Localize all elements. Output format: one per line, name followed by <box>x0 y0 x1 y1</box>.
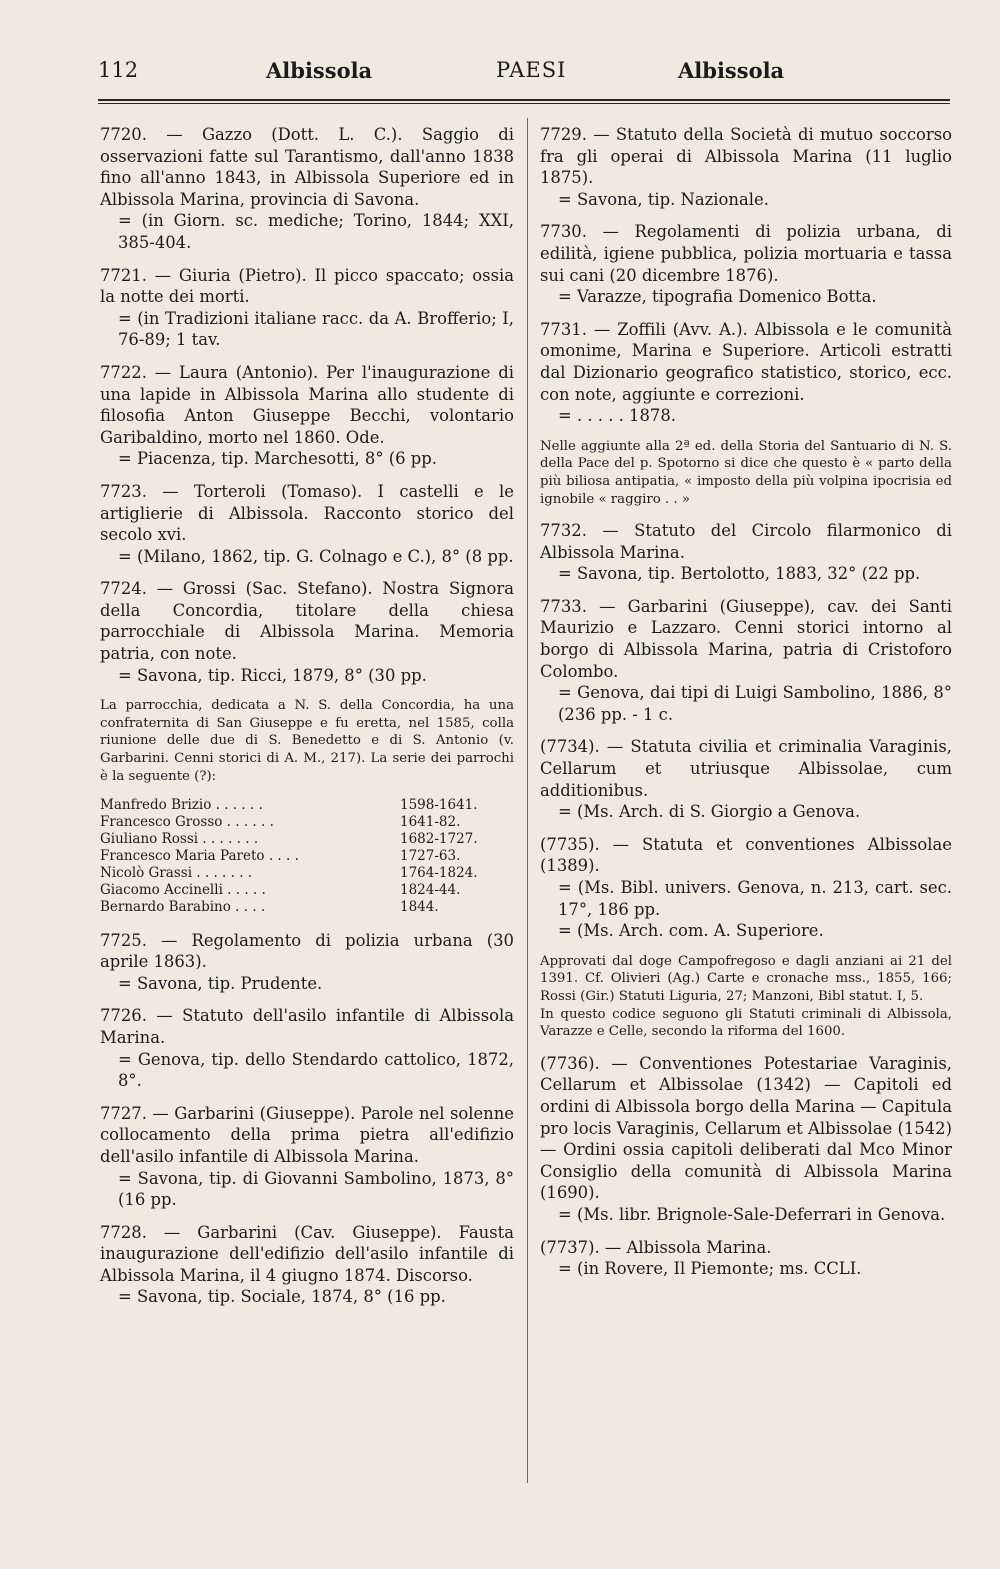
entry-publication: = Savona, tip. Nazionale. <box>558 189 769 209</box>
entry-publication: = Piacenza, tip. Marchesotti, 8° (6 pp. <box>118 449 437 469</box>
page-number: 112 <box>98 58 139 82</box>
right-column <box>540 124 952 1291</box>
entry-title: 7728. — Garbarini (Cav. Giuseppe). Fausta inaugurazione dell'edifizio dell'asilo infantile di Albissola Marina, il 4 giugno 1874. Discorso. <box>100 1222 514 1285</box>
table-row <box>100 797 514 814</box>
note-7735 <box>540 953 952 1041</box>
entry-title: 7721. — Giuria (Pietro). Il picco spaccato; ossia la notte dei morti. <box>100 265 514 307</box>
parroco-name: Francesco Grosso . . . . . . <box>100 814 274 831</box>
entry-7723 <box>100 481 514 567</box>
entry-7721 <box>100 265 514 351</box>
entry-7736 <box>540 1053 952 1226</box>
parroco-years: 1641-82. <box>400 814 461 831</box>
left-column <box>100 124 514 1319</box>
parroco-name: Francesco Maria Pareto . . . . <box>100 847 299 864</box>
entry-publication: = Varazze, tipografia Domenico Botta. <box>558 287 877 307</box>
parroco-years: 1824-44. <box>400 881 461 898</box>
running-title-left: Albissola <box>266 58 373 83</box>
entry-7737 <box>540 1237 952 1280</box>
entry-publication: = (in Tradizioni italiane racc. da A. Brofferio; I, 76-89; 1 tav. <box>118 308 514 350</box>
note-7731 <box>540 438 952 508</box>
parroco-years: 1682-1727. <box>400 831 478 848</box>
entry-7734 <box>540 736 952 822</box>
entry-title: 7724. — Grossi (Sac. Stefano). Nostra Signora della Concordia, titolare della chiesa parrocchiale di Albissola Marina. Memoria patria, con note. <box>100 579 514 664</box>
entry-7733 <box>540 596 952 726</box>
table-row <box>100 865 514 882</box>
entry-publication: = (Ms. libr. Brignole-Sale-Deferrari in Genova. <box>558 1204 946 1224</box>
note-text: La parrocchia, dedicata a N. S. della Concordia, ha una confraternita di San Giuseppe e fu eretta, nel 1585, colla riunione delle due di S. Benedetto e di S. Antonio (v. Garbarini. Cenni storici di A. M., 217). La serie dei parrochi è la seguente (?): <box>100 698 514 784</box>
entry-title: 7725. — Regolamento di polizia urbana (30 aprile 1863). <box>100 930 514 972</box>
entry-7722 <box>100 362 514 470</box>
entry-publication-2: = (Ms. Arch. com. A. Superiore. <box>558 921 824 941</box>
entry-publication: = Savona, tip. di Giovanni Sambolino, 1873, 8° (16 pp. <box>118 1168 514 1210</box>
table-row <box>100 899 514 916</box>
note-text-2: In questo codice seguono gli Statuti criminali di Albissola, Varazze e Celle, secondo la riforma del 1600. <box>540 1006 952 1040</box>
table-row <box>100 814 514 831</box>
entry-publication: = (in Giorn. sc. mediche; Torino, 1844; XXI, 385-404. <box>118 211 514 252</box>
page-header <box>98 58 950 98</box>
entry-7724 <box>100 578 514 686</box>
entry-publication: = (Milano, 1862, tip. G. Colnago e C.), 8° (8 pp. <box>118 546 514 566</box>
entry-title: 7729. — Statuto della Società di mutuo soccorso fra gli operai di Albissola Marina (11 luglio 1875). <box>540 125 952 188</box>
parroco-years: 1598-1641. <box>400 797 478 814</box>
parroco-years: 1764-1824. <box>400 864 478 881</box>
parroco-name: Giacomo Accinelli . . . . . <box>100 881 266 898</box>
note-7724 <box>100 697 514 785</box>
running-title-center: PAESI <box>496 58 567 82</box>
parroco-name: Nicolò Grassi . . . . . . . <box>100 864 253 881</box>
entry-title: (7735). — Statuta et conventiones Albissolae (1389). <box>540 834 952 876</box>
table-row <box>100 848 514 865</box>
table-row <box>100 831 514 848</box>
entry-title: 7726. — Statuto dell'asilo infantile di Albissola Marina. <box>100 1006 514 1047</box>
parroco-name: Manfredo Brizio . . . . . . <box>100 797 263 814</box>
entry-7720 <box>100 124 514 254</box>
entry-publication: = (Ms. Bibl. univers. Genova, n. 213, cart. sec. 17°, 186 pp. <box>558 878 952 919</box>
entry-title: (7736). — Conventiones Potestariae Varaginis, Cellarum et Albissolae (1342) — Capitoli ed ordini di Albissola borgo della Marina — Capitula pro locis Varaginis, Cellarum et Albissolae (1542) — Ordini ossia capitoli deliberati dal Mco Minor Consiglio della comunità di Albissola Marina (1690). <box>540 1053 952 1203</box>
entry-title: 7720. — Gazzo (Dott. L. C.). Saggio di osservazioni fatte sul Tarantismo, dall'anno 1838 fino all'anno 1843, in Albissola Superiore ed in Albissola Marina, provincia di Savona. <box>100 125 514 209</box>
entry-title: 7723. — Torteroli (Tomaso). I castelli e le artiglierie di Albissola. Racconto storico del secolo xvi. <box>100 481 514 545</box>
entry-7731 <box>540 319 952 427</box>
entry-title: (7734). — Statuta civilia et criminalia Varaginis, Cellarum et utriusque Albissolae, cum additionibus. <box>540 737 952 800</box>
entry-title: (7737). — Albissola Marina. <box>540 1237 772 1257</box>
entry-publication: = Savona, tip. Ricci, 1879, 8° (30 pp. <box>118 665 427 685</box>
entry-7727 <box>100 1103 514 1211</box>
parrochi-table <box>100 797 514 915</box>
column-divider <box>527 118 528 1483</box>
entry-title: 7722. — Laura (Antonio). Per l'inaugurazione di una lapide in Albissola Marina allo studente di filosofia Anton Giuseppe Becchi, volontario Garibaldino, morto nel 1860. Ode. <box>100 362 514 447</box>
entry-publication: = Genova, tip. dello Stendardo cattolico, 1872, 8°. <box>118 1049 514 1091</box>
note-text: Approvati dal doge Campofregoso e dagli anziani ai 21 del 1391. Cf. Olivieri (Ag.) Carte e cronache mss., 1855, 166; Rossi (Gir.) Statuti Liguria, 27; Manzoni, Bibl statut. I, 5. <box>540 953 952 1004</box>
entry-title: 7732. — Statuto del Circolo filarmonico di Albissola Marina. <box>540 521 952 562</box>
entry-publication: = Savona, tip. Sociale, 1874, 8° (16 pp. <box>118 1287 446 1307</box>
entry-title: 7731. — Zoffili (Avv. A.). Albissola e le comunità omonime, Marina e Superiore. Articoli estratti dal Dizionario geografico statistico, storico, ecc. con note, aggiunte e correzioni. <box>540 319 952 404</box>
entry-7730 <box>540 221 952 307</box>
entry-publication: = (in Rovere, Il Piemonte; ms. CCLI. <box>558 1259 862 1279</box>
running-title-right: Albissola <box>678 58 785 83</box>
entry-publication: = Genova, dai tipi di Luigi Sambolino, 1886, 8° (236 pp. - 1 c. <box>558 683 952 724</box>
parroco-years: 1844. <box>400 898 439 915</box>
entry-publication: = . . . . . 1878. <box>558 406 676 426</box>
header-rule <box>98 99 950 104</box>
note-text: Nelle aggiunte alla 2ª ed. della Storia del Santuario di N. S. della Pace del p. Spotorno si dice che questo è « parto della più biliosa antipatia, « imposto della più volpina ipocrisia ed ignobile « raggiro . . » <box>540 438 952 507</box>
entry-publication: = Savona, tip. Prudente. <box>118 973 323 993</box>
entry-title: 7727. — Garbarini (Giuseppe). Parole nel solenne collocamento della prima pietra all'edifizio dell'asilo infantile di Albissola Marina. <box>100 1103 514 1166</box>
entry-7729 <box>540 124 952 210</box>
entry-publication: = Savona, tip. Bertolotto, 1883, 32° (22 pp. <box>558 564 921 584</box>
entry-7726 <box>100 1005 514 1091</box>
entry-7735 <box>540 834 952 942</box>
entry-publication: = (Ms. Arch. di S. Giorgio a Genova. <box>558 802 861 822</box>
entry-title: 7733. — Garbarini (Giuseppe), cav. dei Santi Maurizio e Lazzaro. Cenni storici intorno al borgo di Albissola Marina, patria di Cristoforo Colombo. <box>540 596 952 681</box>
entry-7728 <box>100 1222 514 1308</box>
table-row <box>100 882 514 899</box>
parroco-years: 1727-63. <box>400 847 461 864</box>
entry-title: 7730. — Regolamenti di polizia urbana, di edilità, igiene pubblica, polizia mortuaria e tassa sui cani (20 dicembre 1876). <box>540 222 952 285</box>
entry-7725 <box>100 930 514 995</box>
parroco-name: Giuliano Rossi . . . . . . . <box>100 831 259 848</box>
parroco-name: Bernardo Barabino . . . . <box>100 898 266 915</box>
entry-7732 <box>540 520 952 585</box>
